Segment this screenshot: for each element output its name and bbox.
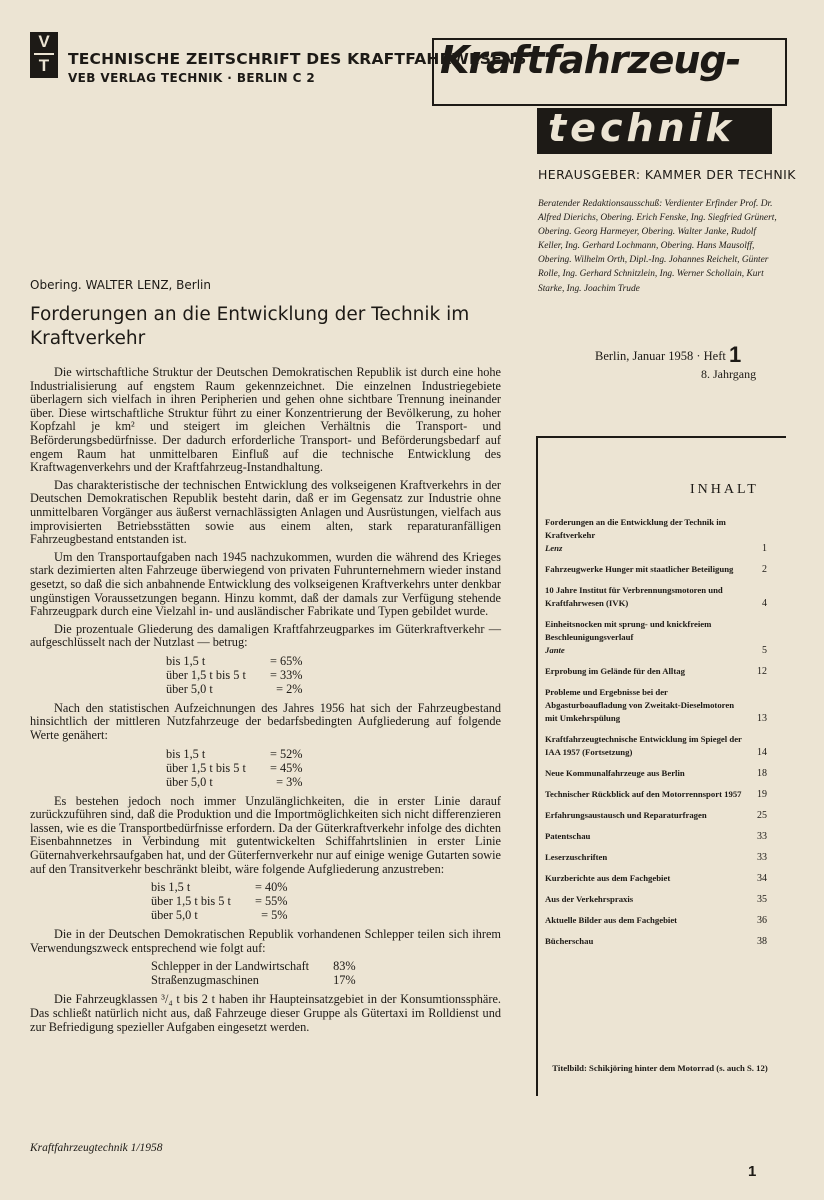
contents-heading: INHALT xyxy=(690,482,759,497)
contents-item xyxy=(545,872,767,885)
table-row: über 5,0 t = 2% xyxy=(166,681,303,696)
vt-logo: V T xyxy=(30,32,58,78)
contents-item xyxy=(545,618,767,657)
table-row: über 1,5 t bis 5 t = 33% xyxy=(166,667,303,682)
contents-item-title: 10 Jahre Institut für Verbrennungsmotoren und Kraftfahrwesen (IVK) xyxy=(545,585,723,608)
contents-item-page: 14 xyxy=(757,747,767,758)
contents-item xyxy=(545,914,767,927)
paragraph: Es bestehen jedoch noch immer Unzulänglichkeiten, die in erster Linie darauf zurückzuführen sind, daß die Produktion und die Importmöglichkeiten sich nicht differenzieren lassen, wie es die Transportbedürfnisse erfordern. Da der Güterkraftverkehr infolge des dichten Eisenbahnnetzes in Verbindung mit gutentwickelten Schiffahrtslinien in erster Linie Güternahverkehrsaufgaben hat, und der Güterfernverkehr nur auf einige wenige Gutarten sowie auf den Transitverkehr beschränkt bleibt, wäre folgende Aufgliederung anzustreben: xyxy=(30,793,501,876)
contents-list xyxy=(545,516,767,956)
contents-item-page: 4 xyxy=(762,598,767,609)
table-row: über 1,5 t bis 5 t = 55% xyxy=(151,894,288,909)
table-row: bis 1,5 t = 65% xyxy=(166,653,303,668)
table-row: über 5,0 t = 3% xyxy=(166,774,303,789)
paragraph: Die in der Deutschen Demokratischen Republik vorhandenen Schlepper teilen sich ihrem Verwendungszweck entsprechend wie folgt auf: xyxy=(30,927,501,955)
contents-item-page: 12 xyxy=(757,666,767,677)
paragraph: Die wirtschaftliche Struktur der Deutschen Demokratischen Republik ist durch eine hohe Industrialisierung auf engstem Raum gekennzeichnet. Die einzelnen Industriegebiete überlagern sich vielfach in ihren Peripherien und gehen ohne sichtbare Trennung ineinander über. Diese wirtschaftliche Struktur führt zu einer Konzentrierung der Bevölkerung, zu hoher Kopfzahl je km² und steigert im gleichen Verhältnis die Transport- und Beförderungsbedürfnisse. Der dadurch erforderliche Transport- und Beförderungsbedarf auf engem Raum hat unmittelbaren Einfluß auf die technische Entwicklung des Kraftwagenverkehrs und der Kraftfahrzeug-Instandhaltung. xyxy=(30,365,501,475)
table-row: über 1,5 t bis 5 t = 45% xyxy=(166,760,303,775)
contents-item xyxy=(545,686,767,725)
paragraph: Die Fahrzeugklassen ³/₄ t bis 2 t haben ihr Haupteinsatzgebiet in der Konsumtionssphäre. Das schließt natürlich nicht aus, daß Fahrzeuge dieser Gruppe als Gütertaxi im Rolldienst und zur Befriedigung spezieller Aufgaben eingesetzt werden. xyxy=(30,992,501,1034)
publication-title: TECHNISCHE ZEITSCHRIFT DES KRAFTFAHRWESENS xyxy=(68,50,527,68)
contents-item-title: Bücherschau xyxy=(545,936,594,946)
tractor-table xyxy=(145,959,362,987)
contents-item xyxy=(545,893,767,906)
contents-item-title: Technischer Rückblick auf den Motorrennsport 1957 xyxy=(545,789,742,799)
contents-item xyxy=(545,809,767,822)
contents-item xyxy=(545,935,767,948)
contents-item-page: 5 xyxy=(762,645,767,656)
contents-item-title: Patentschau xyxy=(545,831,591,841)
contents-item-title: Aus der Verkehrspraxis xyxy=(545,894,634,904)
footer-journal: Kraftfahrzeugtechnik 1/1958 xyxy=(30,1142,163,1154)
contents-item xyxy=(545,788,767,801)
contents-item-page: 1 xyxy=(762,543,767,554)
issue-number: 1 xyxy=(729,342,742,367)
contents-item-page: 36 xyxy=(757,915,767,926)
contents-item xyxy=(545,584,767,610)
contents-item xyxy=(545,733,767,759)
volume: 8. Jahrgang xyxy=(701,367,757,381)
paragraph: Um den Transportaufgaben nach 1945 nachzukommen, wurden die während des Krieges stark dezimierten alten Fahrzeuge überwiegend von privaten Fuhrunternehmern wieder instand gesetzt, so daß die sich anbahnende Entwicklung des volkseigenen Kraftverkehrs unter denkbar ungünstigen Voraussetzungen begann. Hinzu kommt, daß der damals zur Verfügung stehende Fahrzeugpark durch eine Vielzahl in- und ausländischer Fabrikate und Typen gebildet wurde. xyxy=(30,549,501,619)
editorial-committee: Beratender Redaktionsausschuß: Verdienter Erfinder Prof. Dr. Alfred Dierichs, Obering. Erich Fenske, Ing. Siegfried Grünert, Obering. Georg Harmeyer, Obering. Walter Janke, Rudolf Keller, Ing. Gerhard Lochmann, Obering. Hans Mausolff, Obering. Wilhelm Orth, Dipl.-Ing. Johannes Reichelt, Günter Rolle, Ing. Gerhard Schnitzlein, Ing. Werner Schollain, Kurt Starke, Ing. Joachim Trude xyxy=(538,199,777,294)
issue-date: Berlin, Januar 1958 · Heft xyxy=(595,349,726,363)
contents-item-title: Kraftfahrzeugtechnische Entwicklung im Spiegel der IAA 1957 (Fortsetzung) xyxy=(545,734,742,757)
load-table-2 xyxy=(160,747,309,789)
table-row: über 5,0 t = 5% xyxy=(151,908,288,923)
contents-item xyxy=(545,563,767,576)
contents-item-title: Fahrzeugwerke Hunger mit staatlicher Beteiligung xyxy=(545,564,734,574)
contents-item-title: Leserzuschriften xyxy=(545,852,608,862)
article-author: Obering. WALTER LENZ, Berlin xyxy=(30,278,211,292)
contents-item-title: Neue Kommunalfahrzeuge aus Berlin xyxy=(545,768,685,778)
contents-item-title: Forderungen an die Entwicklung der Technik im Kraftverkehr xyxy=(545,517,726,540)
contents-item-page: 25 xyxy=(757,810,767,821)
contents-item-page: 13 xyxy=(757,713,767,724)
cover-caption: Titelbild: Schikjöring hinter dem Motorrad (s. auch S. 12) xyxy=(552,1063,768,1073)
contents-item-title: Aktuelle Bilder aus dem Fachgebiet xyxy=(545,915,678,925)
editor-line: HERAUSGEBER: KAMMER DER TECHNIK xyxy=(538,167,796,182)
contents-item-page: 34 xyxy=(757,873,767,884)
contents-item-page: 35 xyxy=(757,894,767,905)
contents-item-page: 33 xyxy=(757,831,767,842)
article-title: Forderungen an die Entwicklung der Technik im Kraftverkehr xyxy=(30,304,470,349)
brand-line-2: technik xyxy=(548,106,735,150)
contents-item-author: Jante xyxy=(545,645,565,655)
publisher-line: VEB VERLAG TECHNIK · BERLIN C 2 xyxy=(68,71,316,85)
contents-item-title: Erfahrungsaustausch und Reparaturfragen xyxy=(545,810,707,820)
contents-item xyxy=(545,830,767,843)
page-number: 1 xyxy=(748,1163,757,1180)
table-row: Straßenzugmaschinen 17% xyxy=(151,973,356,988)
contents-item-title: Probleme und Ergebnisse bei der Abgasturboaufladung von Zweitakt-Dieselmotoren mit Umkehrspülung xyxy=(545,687,735,723)
contents-item-title: Erprobung im Gelände für den Alltag xyxy=(545,666,685,676)
contents-item-author: Lenz xyxy=(545,543,563,553)
article-body xyxy=(30,366,501,1038)
contents-item-page: 18 xyxy=(757,768,767,779)
table-row: Schlepper in der Landwirtschaft 83% xyxy=(151,959,356,974)
contents-item-title: Kurzberichte aus dem Fachgebiet xyxy=(545,873,671,883)
table-row: bis 1,5 t = 52% xyxy=(166,746,303,761)
load-table-3 xyxy=(145,880,294,922)
contents-item-page: 2 xyxy=(762,564,767,575)
contents-item-page: 38 xyxy=(757,936,767,947)
load-table-1 xyxy=(160,654,309,696)
paragraph: Das charakteristische der technischen Entwicklung des volkseigenen Kraftverkehrs in der Deutschen Demokratischen Republik besteht darin, daß er im Gegensatz zur Industrie ohne unmittelbaren Vorgänger aus äußerst vernachlässigten Anlagen und Ausrüstungen, vielfach aus improvisierten Betriebsstätten sowie aus einem alten, stark reparaturanfälligen Fahrzeugbestand entstanden ist. xyxy=(30,477,501,547)
contents-item xyxy=(545,767,767,780)
issue-info xyxy=(595,342,741,368)
table-row: bis 1,5 t = 40% xyxy=(151,880,288,895)
contents-item xyxy=(545,516,767,555)
contents-item xyxy=(545,851,767,864)
paragraph: Nach den statistischen Aufzeichnungen des Jahres 1956 hat sich der Fahrzeugbestand hinsichtlich der mittleren Nutzfahrzeuge der bedarfsbedingten Aufgliederung auf folgende Werte genähert: xyxy=(30,700,501,743)
contents-item-page: 19 xyxy=(757,789,767,800)
contents-item xyxy=(545,665,767,678)
contents-item-page: 33 xyxy=(757,852,767,863)
contents-item-title: Einheitsnocken mit sprung- und knickfreiem Beschleunigungsverlauf xyxy=(545,619,712,642)
paragraph: Die prozentuale Gliederung des damaligen Kraftfahrzeugparkes im Güterkraftverkehr — aufgeschlüsselt nach der Nutzlast — betrug: xyxy=(30,621,501,650)
brand-line-1: Kraftfahrzeug- xyxy=(440,38,741,82)
